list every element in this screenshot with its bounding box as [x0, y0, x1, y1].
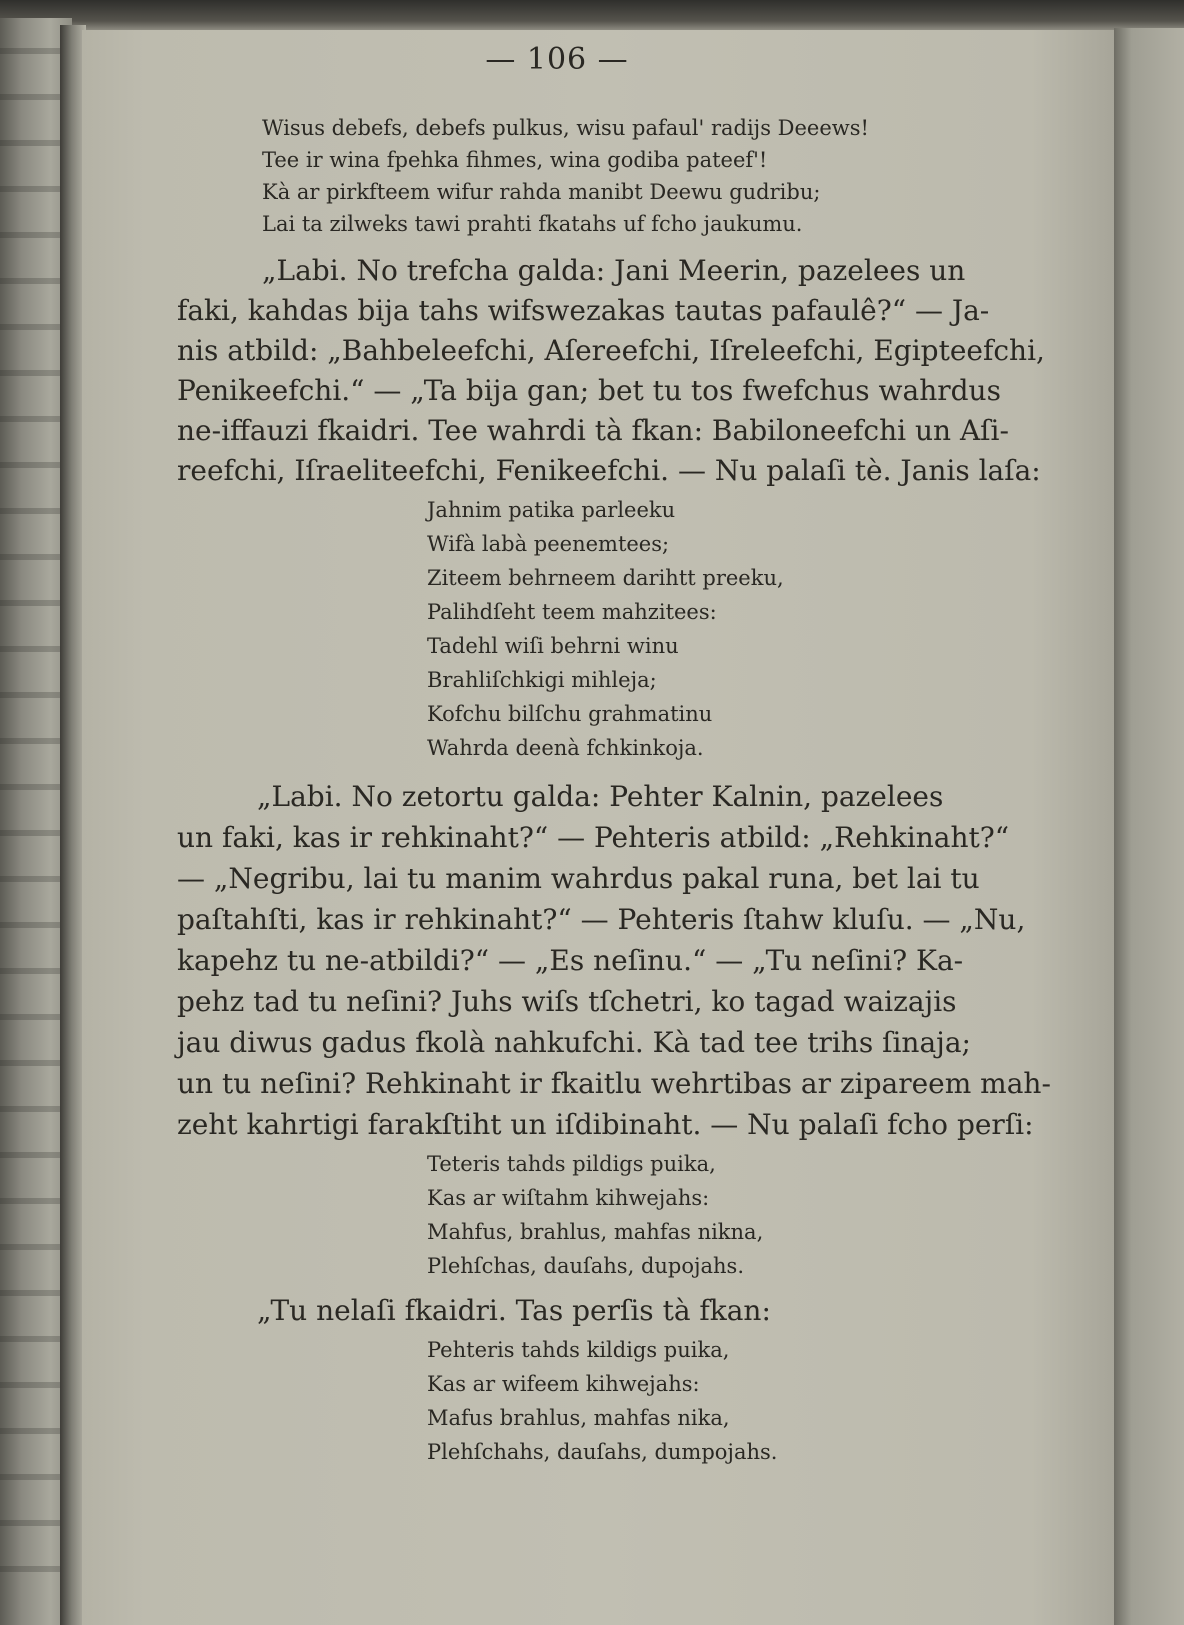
- prose-line: reefchi, Iſraeliteefchi, Fenikeefchi. — Nu palaſi tè. Janis laſa:: [177, 454, 1041, 487]
- verse-line: Tee ir wina fpehka fihmes, wina godiba pateef'!: [262, 148, 768, 172]
- poem-line: Plehſchas, dauſahs, dupojahs.: [427, 1254, 744, 1278]
- prose-line: nis atbild: „Bahbeleefchi, Aſereefchi, Iſreleefchi, Egipteefchi,: [177, 334, 1045, 367]
- poem-line: Teteris tahds pildigs puika,: [427, 1152, 716, 1176]
- verse-line: Wisus debefs, debefs pulkus, wisu pafaul' radijs Deeews!: [262, 116, 869, 140]
- poem-line: Wifà labà peenemtees;: [427, 532, 670, 556]
- poem-line: Mahfus, brahlus, mahfas nikna,: [427, 1220, 764, 1244]
- verse-line: Lai ta zilweks tawi prahti fkatahs uf fcho jaukumu.: [262, 212, 803, 236]
- prose-line: kapehz tu ne-atbildi?“ — „Es neſinu.“ — „Tu neſini? Ka-: [177, 944, 964, 977]
- poem-line: Kofchu bilſchu grahmatinu: [427, 702, 713, 726]
- book-page: [82, 30, 1114, 1625]
- page-content: [82, 30, 1114, 1625]
- poem-line: Kas ar wifeem kihwejahs:: [427, 1372, 700, 1396]
- poem-line: Pehteris tahds kildigs puika,: [427, 1338, 730, 1362]
- page-number: — 106 —: [485, 42, 629, 77]
- poem-line: Palihdſeht teem mahzitees:: [427, 600, 717, 624]
- poem-line: Plehſchahs, dauſahs, dumpojahs.: [427, 1440, 778, 1464]
- prose-line: — „Negribu, lai tu manim wahrdus pakal runa, bet lai tu: [177, 862, 980, 895]
- prose-line: jau diwus gadus fkolà nahkufchi. Kà tad tee trihs ſinaja;: [177, 1026, 971, 1059]
- poem-line: Ziteem behrneem darihtt preeku,: [427, 566, 784, 590]
- prose-line: pehz tad tu neſini? Juhs wiſs tſchetri, ko tagad waizajis: [177, 985, 957, 1018]
- prose-line: „Tu nelaſi fkaidri. Tas perſis tà fkan:: [257, 1294, 771, 1327]
- prose-line: ne-iffauzi fkaidri. Tee wahrdi tà fkan: Babiloneefchi un Aſi-: [177, 414, 1009, 447]
- prose-line: un tu neſini? Rehkinaht ir fkaitlu wehrtibas ar zipareem mah-: [177, 1067, 1051, 1100]
- prose-line: paſtahſti, kas ir rehkinaht?“ — Pehteris ſtahw kluſu. — „Nu,: [177, 903, 1026, 936]
- verse-line: Kà ar pirkfteem wifur rahda manibt Deewu gudribu;: [262, 180, 821, 204]
- top-scan-edge: [0, 0, 1184, 30]
- prose-line: faki, kahdas bija tahs wifswezakas tautas pafaulê?“ — Ja-: [177, 294, 990, 327]
- prose-line: un faki, kas ir rehkinaht?“ — Pehteris atbild: „Rehkinaht?“: [177, 821, 1010, 854]
- poem-line: Kas ar wiſtahm kihwejahs:: [427, 1186, 710, 1210]
- poem-line: Mafus brahlus, mahfas nika,: [427, 1406, 730, 1430]
- poem-line: Wahrda deenà fchkinkoja.: [427, 736, 704, 760]
- prose-line: zeht kahrtigi farakſtiht un iſdibinaht. — Nu palaſi fcho perſi:: [177, 1108, 1034, 1141]
- poem-line: Brahliſchkigi mihleja;: [427, 668, 657, 692]
- prose-line: „Labi. No trefcha galda: Jani Meerin, pazelees un: [262, 254, 966, 287]
- prose-line: „Labi. No zetortu galda: Pehter Kalnin, pazelees: [257, 780, 944, 813]
- poem-line: Jahnim patika parleeku: [427, 498, 676, 522]
- poem-line: Tadehl wiſi behrni winu: [427, 634, 679, 658]
- prose-line: Penikeefchi.“ — „Ta bija gan; bet tu tos fwefchus wahrdus: [177, 374, 1001, 407]
- right-facing-page: [1114, 28, 1184, 1625]
